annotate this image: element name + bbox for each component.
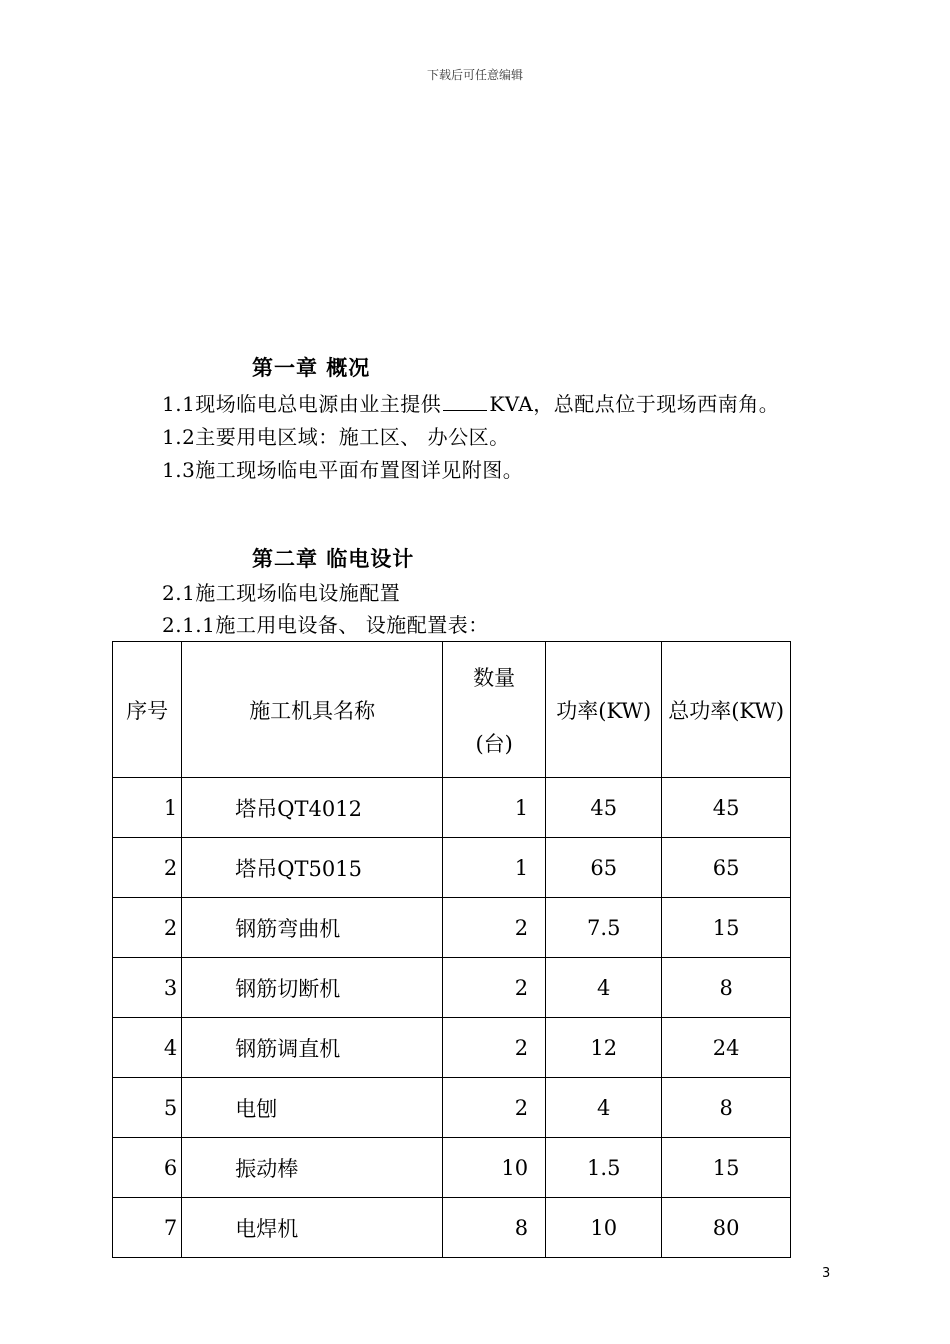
header-qty-line1: 数量 [473, 665, 516, 690]
table-row [113, 1198, 791, 1258]
page-number: 3 [822, 1266, 831, 1281]
table-header-row [113, 642, 791, 778]
chapter2-title: 第二章 临电设计 [252, 547, 415, 571]
cell-name: 塔吊QT4012 [182, 778, 443, 838]
table-row [113, 958, 791, 1018]
cell-total: 15 [662, 898, 791, 958]
paragraph-1-text-before: 1.1现场临电总电源由业主提供 [162, 392, 442, 416]
cell-no: 6 [113, 1138, 182, 1198]
cell-power: 10 [546, 1198, 662, 1258]
cell-power: 1.5 [546, 1138, 662, 1198]
header-power: 功率(KW) [546, 642, 662, 778]
cell-total: 24 [662, 1018, 791, 1078]
header-qty-line2: (台) [475, 731, 513, 756]
cell-total: 15 [662, 1138, 791, 1198]
cell-no: 4 [113, 1018, 182, 1078]
cell-power: 4 [546, 958, 662, 1018]
chapter1-paragraph-2: 1.2主要用电区域：施工区、 办公区。 [162, 425, 510, 449]
cell-qty: 8 [443, 1198, 546, 1258]
cell-name: 振动棒 [182, 1138, 443, 1198]
cell-name: 塔吊QT5015 [182, 838, 443, 898]
cell-name: 钢筋弯曲机 [182, 898, 443, 958]
header-total: 总功率(KW) [662, 642, 791, 778]
chapter2-paragraph-2: 2.1.1施工用电设备、 设施配置表： [162, 613, 489, 637]
cell-total: 8 [662, 958, 791, 1018]
cell-power: 4 [546, 1078, 662, 1138]
chapter1-paragraph-3: 1.3施工现场临电平面布置图详见附图。 [162, 458, 524, 482]
header-name: 施工机具名称 [182, 642, 443, 778]
cell-total: 80 [662, 1198, 791, 1258]
cell-no: 2 [113, 898, 182, 958]
cell-total: 45 [662, 778, 791, 838]
chapter1-title: 第一章 概况 [252, 356, 371, 380]
chapter2-paragraph-1: 2.1施工现场临电设施配置 [162, 581, 401, 605]
cell-qty: 2 [443, 898, 546, 958]
table-row [113, 778, 791, 838]
table-row [113, 1018, 791, 1078]
chapter1-paragraph-1 [162, 388, 779, 417]
table-row [113, 1138, 791, 1198]
cell-no: 3 [113, 958, 182, 1018]
fill-in-blank [443, 392, 487, 411]
header-no: 序号 [113, 642, 182, 778]
cell-power: 65 [546, 838, 662, 898]
cell-qty: 2 [443, 1018, 546, 1078]
cell-no: 5 [113, 1078, 182, 1138]
table-row [113, 898, 791, 958]
paragraph-1-text-after: KVA，总配点位于现场西南角。 [489, 392, 780, 416]
cell-name: 电焊机 [182, 1198, 443, 1258]
cell-qty: 1 [443, 778, 546, 838]
header-note: 下载后可任意编辑 [426, 68, 523, 82]
equipment-table [112, 641, 791, 1258]
cell-name: 电刨 [182, 1078, 443, 1138]
header-qty [443, 642, 546, 778]
table-row [113, 1078, 791, 1138]
cell-qty: 10 [443, 1138, 546, 1198]
cell-no: 7 [113, 1198, 182, 1258]
cell-total: 8 [662, 1078, 791, 1138]
table-row [113, 838, 791, 898]
cell-no: 1 [113, 778, 182, 838]
cell-qty: 1 [443, 838, 546, 898]
cell-qty: 2 [443, 1078, 546, 1138]
cell-power: 12 [546, 1018, 662, 1078]
cell-power: 45 [546, 778, 662, 838]
cell-name: 钢筋切断机 [182, 958, 443, 1018]
cell-total: 65 [662, 838, 791, 898]
cell-qty: 2 [443, 958, 546, 1018]
cell-name: 钢筋调直机 [182, 1018, 443, 1078]
cell-no: 2 [113, 838, 182, 898]
cell-power: 7.5 [546, 898, 662, 958]
